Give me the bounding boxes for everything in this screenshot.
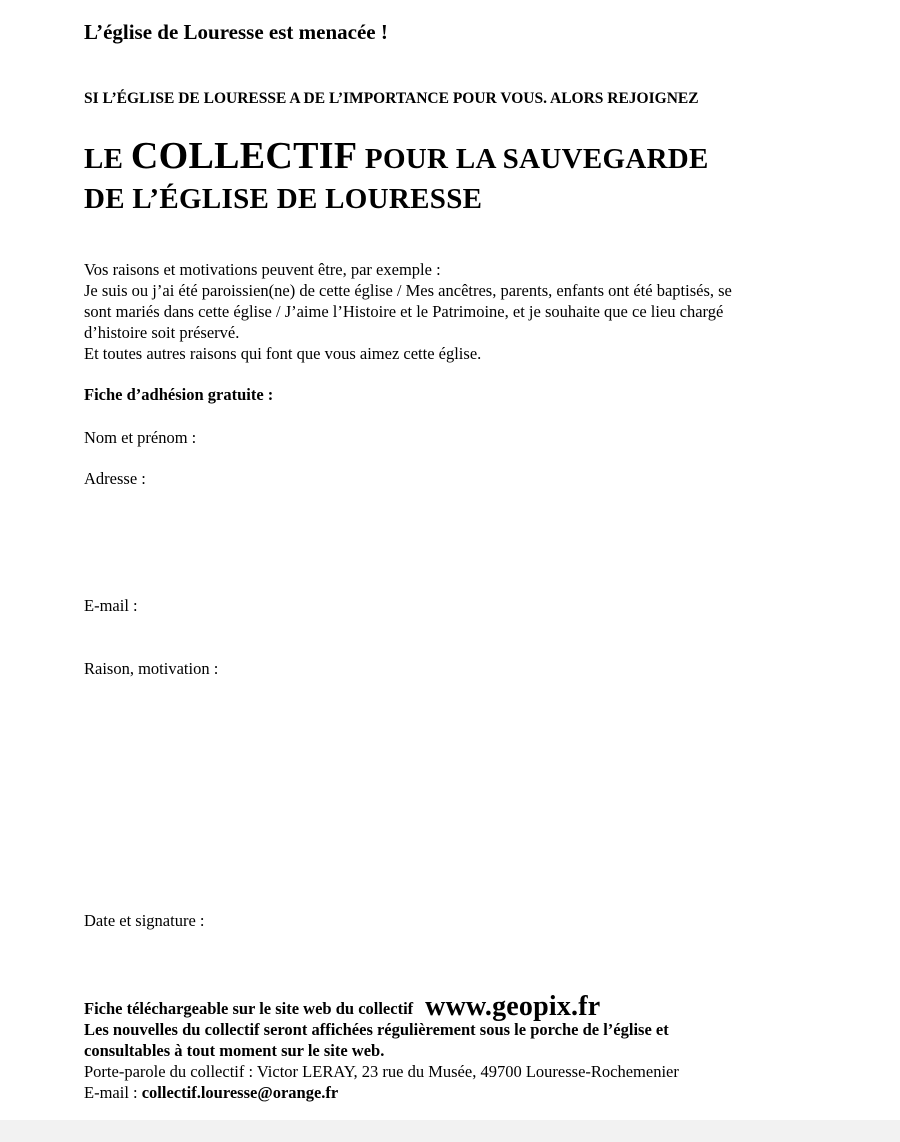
heading-rest: POUR LA SAUVEGARDE <box>357 143 709 175</box>
reason-label: Raison, motivation : <box>84 659 219 678</box>
collective-heading <box>84 136 709 219</box>
news-line-2: consultables à tout moment sur le site web. <box>84 1041 385 1060</box>
date-signature-label: Date et signature : <box>84 911 205 930</box>
name-label: Nom et prénom : <box>84 428 197 447</box>
heading-prefix: LE <box>84 143 131 175</box>
intro-line: sont mariés dans cette église / J’aime l’Histoire et le Patrimoine, et je souhaite que ce lieu chargé <box>84 302 724 321</box>
heading-line-1 <box>84 136 709 179</box>
document-subtitle: SI L’ÉGLISE DE LOURESSE A DE L’IMPORTANCE POUR VOUS. ALORS REJOIGNEZ <box>84 90 699 107</box>
email-address[interactable]: collectif.louresse@orange.fr <box>141 1083 339 1102</box>
address-label: Adresse : <box>84 469 146 488</box>
email-label: E-mail : <box>84 596 138 615</box>
spokesperson-line: Porte-parole du collectif : Victor LERAY, 23 rue du Musée, 49700 Louresse-Rochemenier <box>84 1062 679 1081</box>
website-link[interactable]: www.geopix.fr <box>425 991 601 1022</box>
email-line <box>84 1082 679 1103</box>
footer <box>84 991 679 1103</box>
intro-line: Vos raisons et motivations peuvent être, par exemple : <box>84 260 441 279</box>
intro-paragraph <box>84 259 824 364</box>
email-prefix: E-mail : <box>84 1083 142 1102</box>
download-line <box>84 991 679 1022</box>
heading-large-word: COLLECTIF <box>130 135 358 177</box>
intro-line: Et toutes autres raisons qui font que vous aimez cette église. <box>84 344 482 363</box>
heading-line-2: DE L’ÉGLISE DE LOURESSE <box>84 183 483 215</box>
download-text: Fiche téléchargeable sur le site web du collectif <box>84 999 414 1018</box>
document-title: L’église de Louresse est menacée ! <box>84 20 388 44</box>
intro-line: Je suis ou j’ai été paroissien(ne) de cette église / Mes ancêtres, parents, enfants ont été baptisés, se <box>84 281 732 300</box>
intro-line: d’histoire soit préservé. <box>84 323 240 342</box>
form-title: Fiche d’adhésion gratuite : <box>84 385 274 404</box>
news-line-1: Les nouvelles du collectif seront affichées régulièrement sous le porche de l’église et <box>84 1020 669 1039</box>
